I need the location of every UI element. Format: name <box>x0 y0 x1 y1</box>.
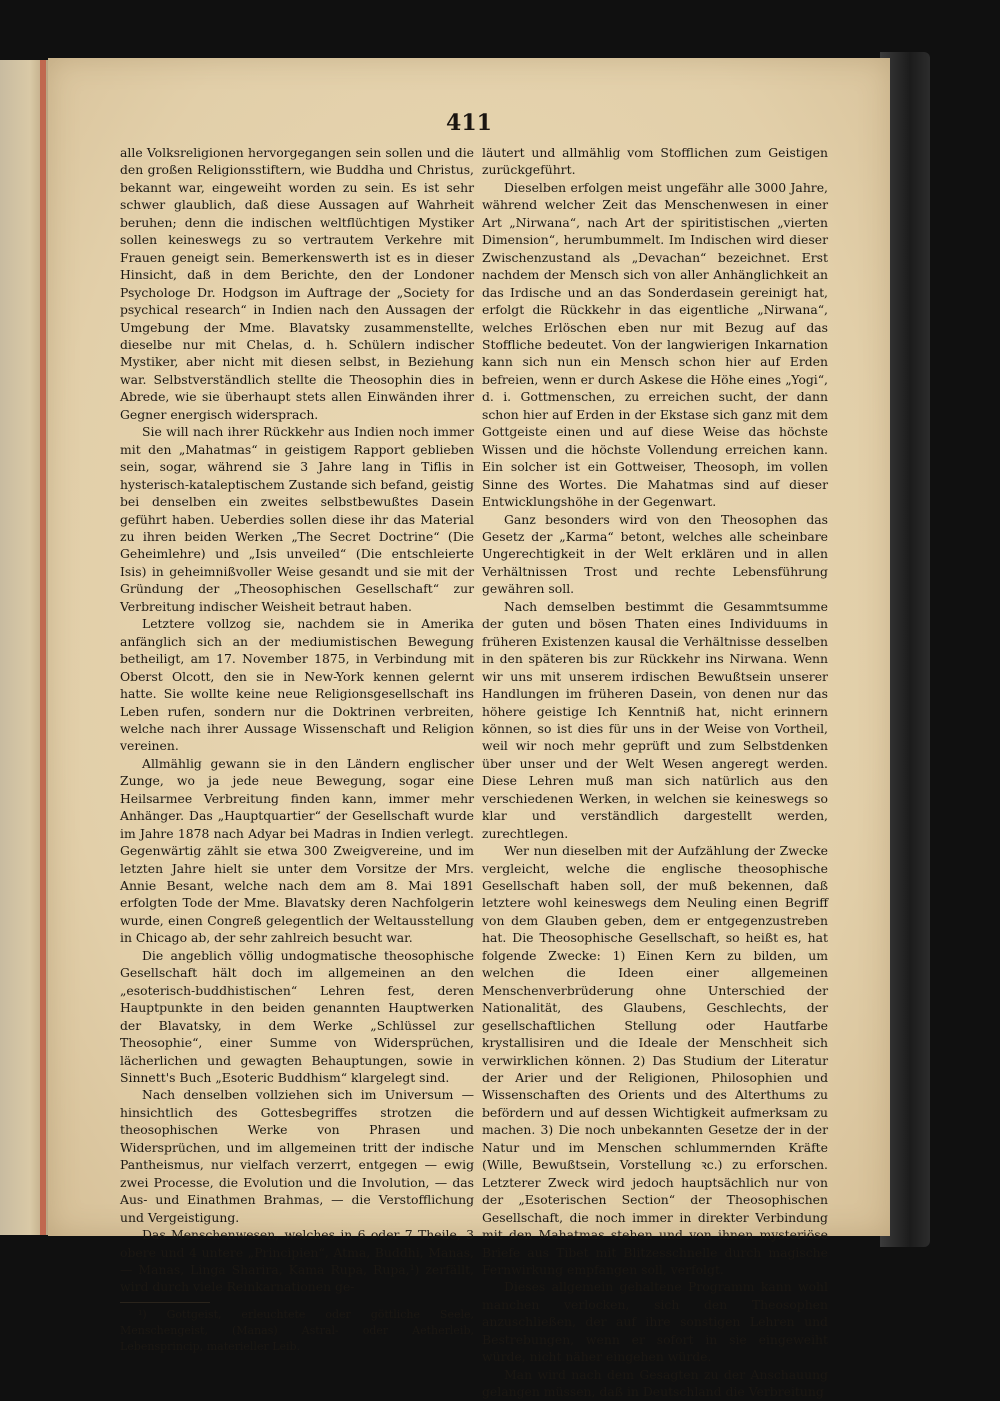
page-number: 411 <box>446 110 492 136</box>
paragraph: Nach demselben bestimmt die Gesammtsumme der guten und bösen Thaten eines Individuums in früheren Existenzen kausal die Verhältnisse desselben in den späteren bis zur Rückkehr ins Nirwana. Wenn wir uns mit unserem irdischen Bewußtsein unserer Handlungen im früheren Dasein, von denen nur das höhere geistige Ich Kenntniß hat, nicht erinnern können, so ist dies für uns in der Weise von Vortheil, weil wir noch mehr geprüft und zum Selbstdenken über unser und der Welt Wesen angeregt werden. Diese Lehren muß man sich natürlich aus den verschiedenen Werken, in welchen sie keineswegs so klar und verständlich dargestellt werden, zurechtlegen. <box>482 598 828 841</box>
paragraph: Allmählig gewann sie in den Ländern englischer Zunge, wo ja jede neue Bewegung, sogar eine Heilsarmee Verbreitung finden kann, immer mehr Anhänger. Das „Hauptquartier“ der Gesellschaft wurde im Jahre 1878 nach Adyar bei Madras in Indien verlegt. Gegenwärtig zählt sie etwa 300 Zweigvereine, und im letzten Jahre hielt sie unter dem Vorsitze der Mrs. Annie Besant, welche nach dem am 8. Mai 1891 erfolgten Tode der Mme. Blavatsky deren Nachfolgerin wurde, einen Congreß gelegentlich der Weltausstellung in Chicago ab, der sehr zahlreich besucht war. <box>120 755 474 946</box>
paragraph: Die angeblich völlig undogmatische theosophische Gesellschaft hält doch im allgemeinen an den „esoterisch-buddhistischen“ Lehren fest, deren Hauptpunkte in den beiden genannten Hauptwerken der Blavatsky, in dem Werke „Schlüssel zur Theosophie“, einer Summe von Widersprüchen, lächerlichen und gewagten Behauptungen, sowie in Sinnett's Buch „Esoteric Buddhism“ klargelegt sind. <box>120 947 474 1086</box>
paragraph: Dieses allgemein gehaltene Programm kann wohl manchen verlocken, sich den Theosophen anzuschließen, der auf ihre sonstigen Lehren und Bestrebungen, wenn er sofort in sie eingeweiht würde, nicht näher eingehen würde. <box>482 1279 828 1365</box>
paragraph: Nach denselben vollziehen sich im Universum — hinsichtlich des Gottesbegriffes strotzen die theosophischen Werke von Phrasen und Widersprüchen, und im allgemeinen tritt der indische Pantheismus, nur vielfach verzerrt, entgegen — ewig zwei Processe, die Evolution und die Involution, — das Aus- und Einathmen Brahmas, — die Verstofflichung und Vergeistigung. <box>120 1087 474 1225</box>
paragraph: Ganz besonders wird von den Theosophen das Gesetz der „Karma“ betont, welches alle scheinbare Ungerechtigkeit in der Welt erklären und in allen Verhältnissen Trost und rechte Lebensführung gewähren soll. <box>482 511 828 597</box>
left-column <box>120 144 474 1355</box>
paragraph: läutert und allmählig vom Stofflichen zum Geistigen zurückgeführt. <box>482 145 828 178</box>
paragraph: Dieselben erfolgen meist ungefähr alle 3000 Jahre, während welcher Zeit das Menschenwesen in einer Art „Nirwana“, nach Art der spiritistischen „vierten Dimension“, herumbummelt. Im Indischen wird dieser Zwischenzustand als „Devachan“ bezeichnet. Erst nachdem der Mensch sich von aller Anhänglichkeit an das Irdische und an das Sonderdasein gereinigt hat, erfolgt die Rückkehr in das eigentliche „Nirwana“, welches Erlöschen eben nur mit Bezug auf das Stoffliche bedeutet. Von der langwierigen Inkarnation kann sich nun ein Mensch schon hier auf Erden befreien, wenn er durch Askese die Höhe eines „Yogi“, d. i. Gottmenschen, zu erreichen sucht, der dann schon hier auf Erden in der Ekstase sich ganz mit dem Gottgeiste einen und auf diese Weise das höchste Wissen und die höchste Vollendung erreichen kann. Ein solcher ist ein Gottweiser, Theosoph, im vollen Sinne des Wortes. Die Mahatmas sind auf dieser Entwicklungshöhe in der Gegenwart. <box>482 179 828 510</box>
red-page-edge <box>40 60 46 1235</box>
paragraph: Das Menschenwesen, welches in 6 oder 7 Theile, 3 obere und 4 untere „Principien“, Atma, Buddhi, Manas, — Manas, Linga Sharira, Kama Rupa, Rupa,¹) zerfällt, wird durch viele Reinkarnationen ge- <box>120 1227 474 1295</box>
footnote: ¹) Gottgeist, erleuchtete oder göttliche Seele, Menschengeist, (Manas) Astral- oder Aetherleib, Lebensprincip, materieller Leib. <box>120 1307 474 1353</box>
right-column <box>482 144 828 1401</box>
paragraph: Letztere vollzog sie, nachdem sie in Amerika anfänglich sich an der mediumistischen Bewegung betheiligt, am 17. November 1875, in Verbindung mit Oberst Olcott, den sie in New-York kennen gelernt hatte. Sie wollte keine neue Religionsgesellschaft ins Leben rufen, sondern nur die Doktrinen verbreiten, welche nach ihrer Aussage Wissenschaft und Religion vereinen. <box>120 616 474 754</box>
footnote-rule <box>120 1302 210 1303</box>
paragraph: Sie will nach ihrer Rückkehr aus Indien noch immer mit den „Mahatmas“ in geistigem Rapport geblieben sein, sogar, während sie 3 Jahre lang in Tiflis in hysterisch-kataleptischem Zustande sich befand, geistig bei denselben ein zweites selbstbewußtes Dasein geführt haben. Ueberdies sollen diese ihr das Material zu ihren beiden Werken „The Secret Doctrine“ (Die Geheimlehre) und „Isis unveiled“ (Die entschleierte Isis) in geheimnißvoller Weise gesandt und sie mit der Gründung der „Theosophischen Gesellschaft“ zur Verbreitung indischer Weisheit betraut haben. <box>120 424 474 614</box>
paragraph: alle Volksreligionen hervorgegangen sein sollen und die den großen Religionsstiftern, wie Buddha und Christus, bekannt war, eingeweiht worden zu sein. Es ist sehr schwer glaublich, daß diese Aussagen auf Wahrheit beruhen; denn die indischen weltflüchtigen Mystiker sollen keineswegs zu so vertrautem Verkehre mit Frauen geneigt sein. Bemerkenswerth ist es in dieser Hinsicht, daß in dem Berichte, den der Londoner Psychologe Dr. Hodgson im Auftrage der „Society for psychical research“ in Indien nach den Aussagen der Umgebung der Mme. Blavatsky zusammenstellte, dieselbe nur mit Chelas, d. h. Schülern indischer Mystiker, aber nicht mit diesen selbst, in Beziehung war. Selbstverständlich stellte die Theosophin dies in Abrede, wie sie überhaupt stets allen Einwänden ihrer Gegner energisch widersprach. <box>120 145 474 422</box>
book-page <box>48 58 890 1400</box>
paragraph: Man wird nach dem Gesagten zu der Anschauung gelangen müssen, daß in Deutschland die Verbreitung <box>482 1366 828 1400</box>
paragraph: Wer nun dieselben mit der Aufzählung der Zwecke vergleicht, welche die englische theosophische Gesellschaft haben soll, der muß bekennen, daß letztere wohl keineswegs dem Neuling einen Begriff von dem Glauben geben, dem er entgegenzustreben hat. Die Theosophische Gesellschaft, so heißt es, hat folgende Zwecke: 1) Einen Kern zu bilden, um welchen die Ideen einer allgemeinen Menschenverbrüderung ohne Unterschied der Nationalität, des Glaubens, Geschlechts, der gesellschaftlichen Stellung oder Hautfarbe krystallisiren und die Ideale der Menschheit sich verwirklichen können. 2) Das Studium der Literatur der Arier und der Religionen, Philosophien und Wissenschaften des Orients und des Alterthums zu befördern und auf dessen Wichtigkeit aufmerksam zu machen. 3) Die noch unbekannten Gesetze der in der Natur und im Menschen schlummernden Kräfte (Wille, Bewußtsein, Vorstellung ꝛc.) zu erforschen. Letzterer Zweck wird jedoch hauptsächlich nur von der „Esoterischen Section“ der Theosophischen Gesellschaft, die noch immer in direkter Verbindung mit den Mahatmas stehen und von ihnen mysteriöse Briefe aus Tibet mit Blitzesschnelle durch magische Fernwirkung empfangen soll, verfolgt. <box>482 843 828 1277</box>
